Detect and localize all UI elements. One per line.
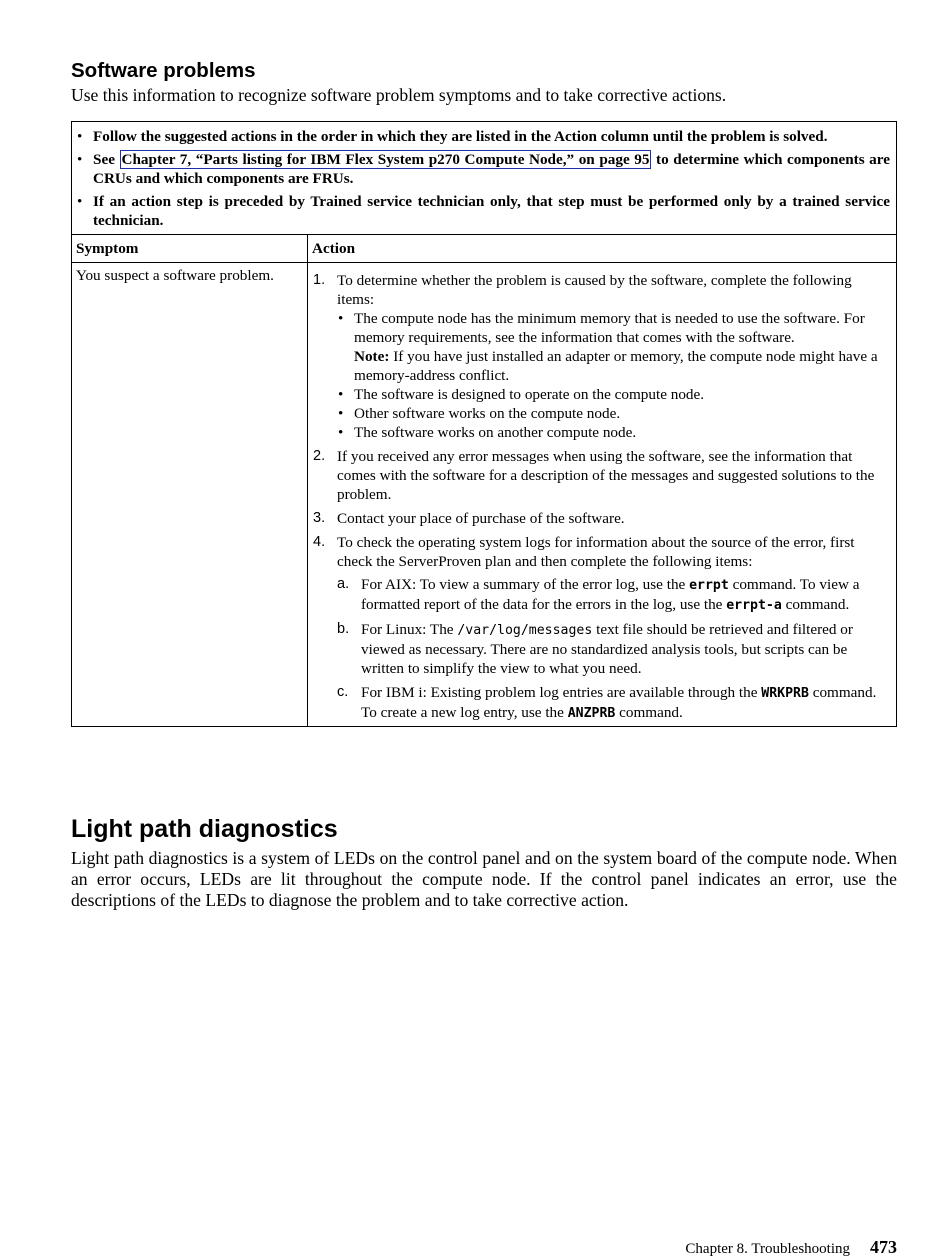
substep-text: text file should be retrieved and filtered or viewed as necessary. There are no standardized analysis tools, but scripts can be written to simplify the view to what you need. — [361, 621, 853, 677]
table-notes — [72, 122, 897, 235]
symptom-cell: You suspect a software problem. — [72, 263, 308, 727]
section-intro: Use this information to recognize software problem symptoms and to take corrective actions. — [71, 85, 727, 105]
note-text: to determine which components are CRUs and which components are FRUs. — [93, 151, 890, 187]
substep-text: command. To create a new log entry, use the — [361, 684, 877, 721]
column-header-action: Action — [308, 235, 897, 263]
section-title-software-problems: Software problems — [71, 59, 256, 82]
note-item — [76, 150, 890, 188]
step-number: 2. — [313, 448, 326, 464]
section-title-light-path: Light path diagnostics — [71, 815, 338, 843]
note-text: Follow the suggested actions in the order in which they are listed in the Action column until the problem is solved. — [93, 128, 828, 145]
substep-text: For AIX: To view a summary of the error log, use the — [361, 576, 690, 593]
action-step-4 — [313, 533, 892, 723]
substep-text: command. To view a formatted report of the data for the errors in the log, use the — [361, 576, 860, 613]
step-text: If you received any error messages when using the software, see the information that comes with the software for a description of the messages and suggested solutions to the problem. — [337, 448, 875, 503]
column-header-symptom: Symptom — [72, 235, 308, 263]
substep-text: For Linux: The — [361, 621, 458, 638]
parts-listing-link[interactable]: Chapter 7, “Parts listing for IBM Flex System p270 Compute Node,” on page 95 — [121, 151, 650, 168]
list-item: • Other software works on the compute node. — [337, 404, 892, 423]
step-number: 1. — [313, 272, 326, 288]
step-text: To determine whether the problem is caused by the software, complete the following items: — [337, 272, 852, 308]
substep-text: command. — [615, 704, 683, 721]
step-text: Contact your place of purchase of the software. — [337, 510, 625, 527]
note-text: See — [93, 151, 120, 168]
action-cell — [308, 263, 897, 727]
software-problems-table — [71, 121, 897, 727]
action-step-1 — [313, 271, 892, 442]
substep-text: command. — [781, 596, 850, 613]
substep-label: c. — [337, 684, 349, 700]
page-footer — [685, 1237, 897, 1258]
action-step-3 — [313, 509, 892, 528]
file-path-code: /var/log/messages — [457, 623, 593, 638]
note-text: If an action step is preceded by Trained service technician only, that step must be performed only by a trained service technician. — [93, 193, 890, 229]
substep-text: For IBM i: Existing problem log entries are available through the — [361, 684, 762, 701]
command-code: errpt-a — [726, 598, 782, 613]
table-row — [72, 263, 897, 727]
note-item — [76, 192, 890, 230]
step-number: 3. — [313, 510, 326, 526]
list-item: • The software works on another compute node. — [337, 423, 892, 442]
note-text: If you have just installed an adapter or memory, the compute node might have a memory-address conflict. — [354, 348, 878, 384]
page-number: 473 — [870, 1237, 897, 1257]
list-item: • The software is designed to operate on the compute node. — [337, 385, 892, 404]
step-number: 4. — [313, 534, 326, 550]
command-code: errpt — [689, 578, 729, 593]
light-path-body: Light path diagnostics is a system of LEDs on the control panel and on the system board of the compute node. When an error occurs, LEDs are lit throughout the compute node. If the control panel indicates an error, use the descriptions of the LEDs to diagnose the problem and to take corrective action. — [71, 848, 897, 910]
substep-aix — [337, 575, 892, 615]
substep-linux — [337, 620, 892, 678]
note-item — [76, 127, 890, 146]
substep-ibm-i — [337, 683, 892, 723]
list-item — [337, 309, 892, 385]
footer-chapter: Chapter 8. Troubleshooting — [685, 1241, 850, 1257]
step-text: To check the operating system logs for information about the source of the error, first check the ServerProven plan and then complete the following items: — [337, 534, 855, 570]
note-label: Note: — [354, 348, 390, 365]
substep-label: b. — [337, 621, 350, 637]
bullet-text: The compute node has the minimum memory that is needed to use the software. For memory requirements, see the information that comes with the software. — [354, 310, 865, 346]
substep-label: a. — [337, 576, 350, 592]
action-step-2 — [313, 447, 892, 504]
command-code: ANZPRB — [567, 706, 616, 721]
command-code: WRKPRB — [761, 686, 809, 701]
